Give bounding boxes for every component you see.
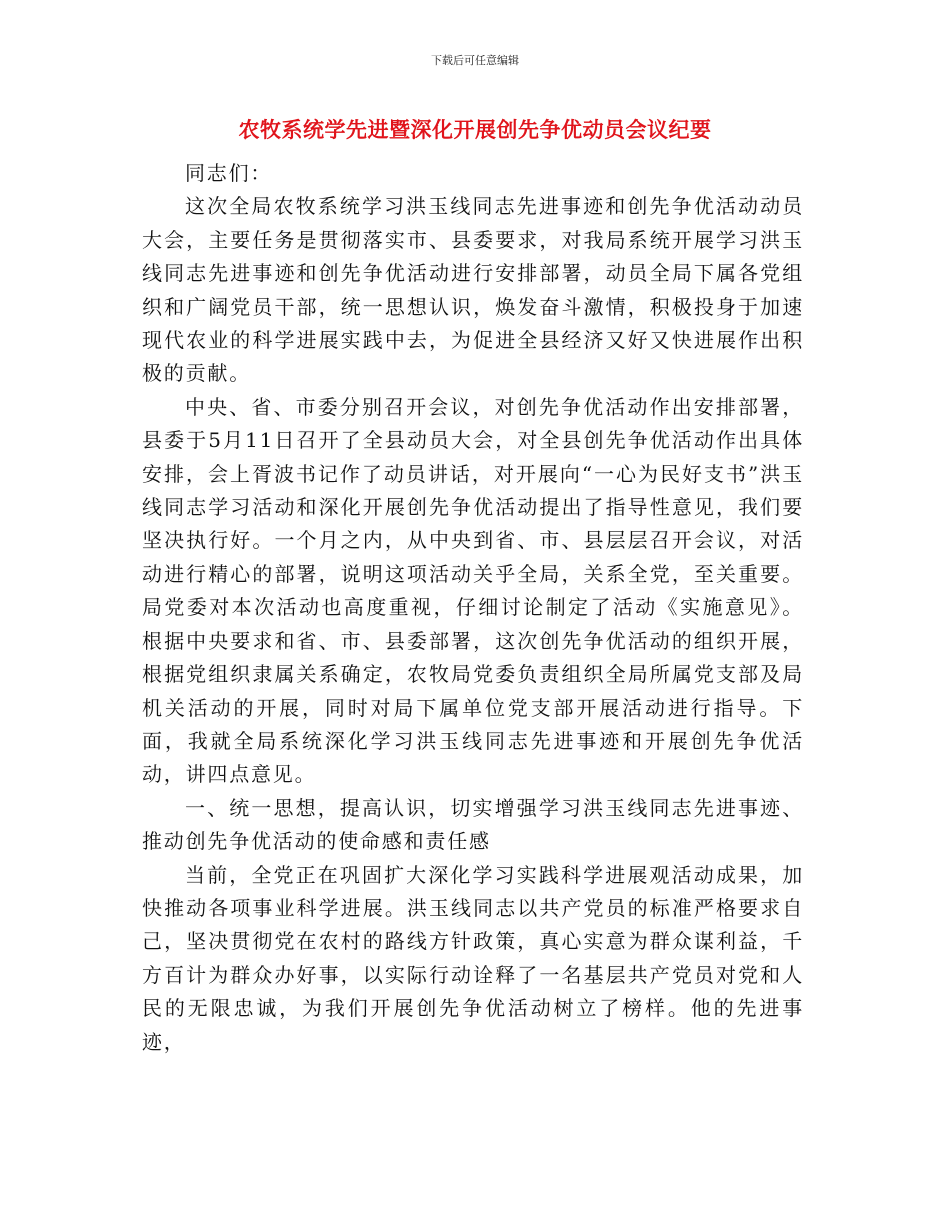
document-body xyxy=(142,157,804,1059)
body-paragraph: 当前，全党正在巩固扩大深化学习实践科学进展观活动成果，加快推动各项事业科学进展。洪玉线同志以共产党员的标准严格要求自己，坚决贯彻党在农村的路线方针政策，真心实意为群众谋利益，千方百计为群众办好事，以实际行动诠释了一名基层共产党员对党和人民的无限忠诚，为我们开展创先争优活动树立了榜样。他的先进事迹， xyxy=(142,862,804,1054)
body-paragraph: 中央、省、市委分别召开会议，对创先争优活动作出安排部署，县委于5月11日召开了全县动员大会，对全县创先争优活动作出具体安排，会上胥波书记作了动员讲话，对开展向“一心为民好支书”洪玉线同志学习活动和深化开展创先争优活动提出了指导性意见，我们要坚决执行好。一个月之内，从中央到省、市、县层层召开会议，对活动进行精心的部署，说明这项活动关乎全局，关系全党，至关重要。局党委对本次活动也高度重视，仔细讨论制定了活动《实施意见》。根据中央要求和省、市、县委部署，这次创先争优活动的组织开展，根据党组织隶属关系确定，农牧局党委负责组织全局所属党支部及局机关活动的开展，同时对局下属单位党支部开展活动进行指导。下面，我就全局系统深化学习洪玉线同志先进事迹和开展创先争优活动，讲四点意见。 xyxy=(142,394,804,787)
document-title: 农牧系统学先进暨深化开展创先争优动员会议纪要 xyxy=(238,117,712,142)
salutation: 同志们： xyxy=(185,161,273,185)
section-heading: 一、统一思想，提高认识，切实增强学习洪玉线同志先进事迹、推动创先争优活动的使命感和责任感 xyxy=(142,795,804,854)
header-note: 下载后可任意编辑 xyxy=(431,54,519,67)
body-paragraph: 这次全局农牧系统学习洪玉线同志先进事迹和创先争优活动动员大会，主要任务是贯彻落实市、县委要求，对我局系统开展学习洪玉线同志先进事迹和创先争优活动进行安排部署，动员全局下属各党组织和广阔党员干部，统一思想认识，焕发奋斗激情，积极投身于加速现代农业的科学进展实践中去，为促进全县经济又好又快进展作出积极的贡献。 xyxy=(142,194,804,386)
